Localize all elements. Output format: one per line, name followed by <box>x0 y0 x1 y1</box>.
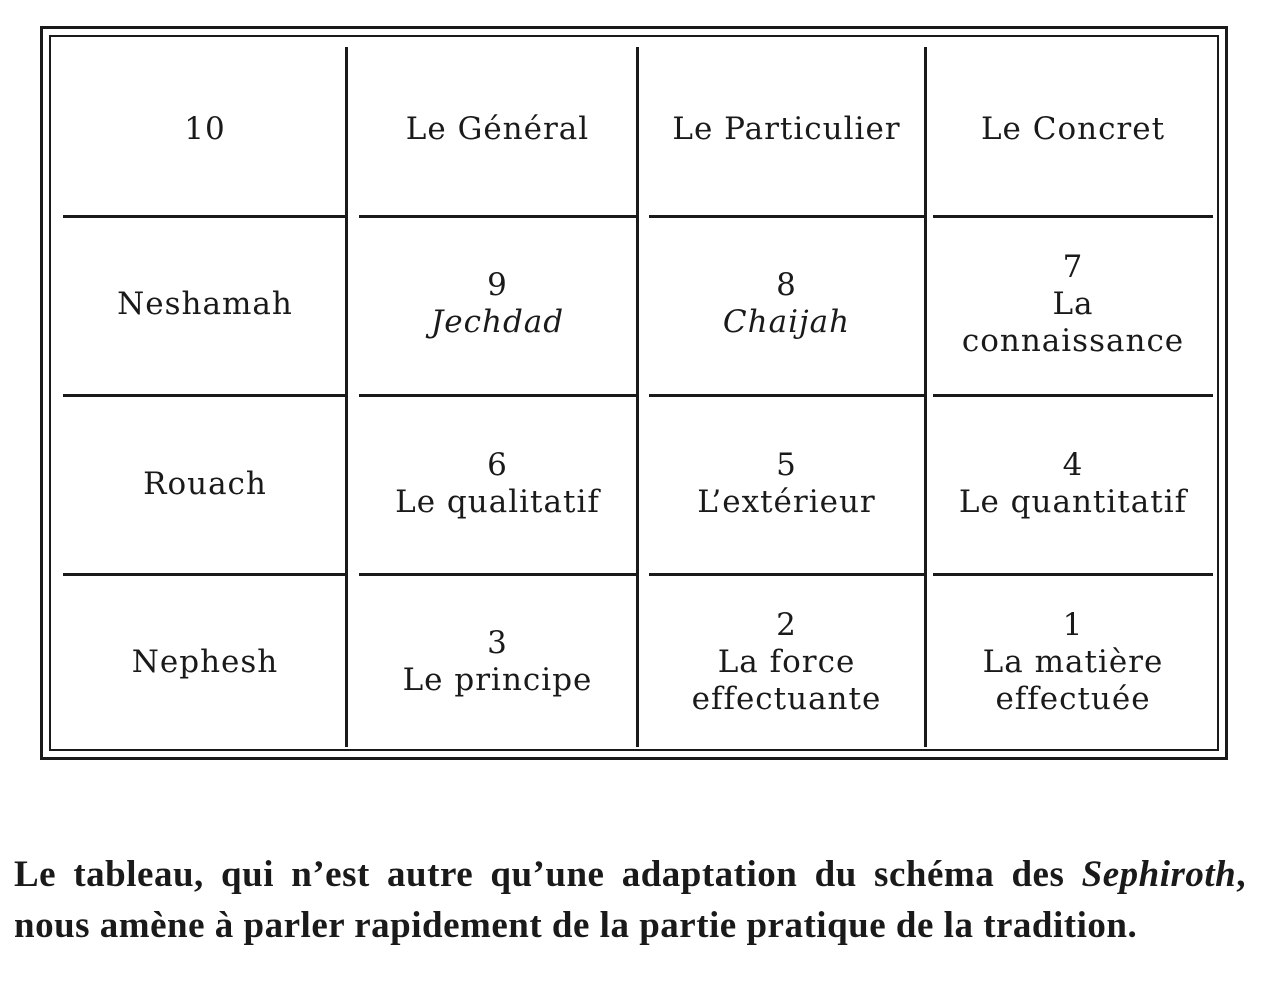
column-divider <box>924 47 927 747</box>
cell-number: 9 <box>487 267 508 303</box>
header-cell-concret <box>933 69 1213 189</box>
cell-number: 1 <box>1062 606 1084 643</box>
cell-number: 8 <box>776 267 797 303</box>
cell-number: 7 <box>1062 248 1084 285</box>
table-cell <box>933 229 1213 379</box>
cell-text-line2: effectuante <box>691 680 882 717</box>
cell-number: 5 <box>776 447 797 483</box>
row-divider <box>933 394 1213 397</box>
cell-text: L’extérieur <box>697 484 876 520</box>
table-cell <box>933 587 1213 737</box>
paragraph-text-start: Le tableau, qui n’est autre qu’une adaptation du schéma des <box>14 854 1065 895</box>
cell-text: La force <box>717 643 856 680</box>
row-divider <box>359 394 636 397</box>
header-cell-general <box>359 69 636 189</box>
row-label-cell <box>63 587 347 737</box>
cell-text: La matière <box>982 643 1164 680</box>
row-label: Neshamah <box>117 285 293 322</box>
cell-text: La <box>1052 285 1094 322</box>
paragraph-text-end: , nous amène à parler rapidement de la partie pratique de la tradition. <box>14 854 1246 946</box>
row-divider <box>933 573 1213 576</box>
table-cell <box>649 409 924 559</box>
row-divider <box>649 215 924 218</box>
row-label: Rouach <box>143 465 267 502</box>
row-divider <box>63 394 347 397</box>
header-cell-particulier <box>649 69 924 189</box>
cell-text: Jechdad <box>430 304 565 340</box>
row-divider <box>649 573 924 576</box>
cell-number: 2 <box>776 606 797 643</box>
cell-text-line2: connaissance <box>961 322 1185 359</box>
row-divider <box>649 394 924 397</box>
table-cell <box>649 229 924 379</box>
cell-text: Le qualitatif <box>395 484 600 520</box>
header-label: Le Concret <box>980 110 1166 147</box>
body-paragraph <box>14 849 1246 951</box>
cell-number: 3 <box>487 625 508 661</box>
row-divider <box>933 215 1213 218</box>
cell-text-line2: effectuée <box>995 680 1151 717</box>
table-cell <box>649 587 924 737</box>
paragraph-italic-term: Sephiroth <box>1081 854 1237 895</box>
row-divider <box>63 215 347 218</box>
table-cell <box>359 587 636 737</box>
cell-number: 4 <box>1062 447 1084 483</box>
header-corner-number: 10 <box>184 110 226 147</box>
table-cell <box>933 409 1213 559</box>
row-label: Nephesh <box>131 643 279 680</box>
table-cell <box>359 409 636 559</box>
row-divider <box>359 573 636 576</box>
cell-text: Le quantitatif <box>958 484 1188 520</box>
header-label: Le Général <box>405 110 590 147</box>
cell-text: Le principe <box>402 662 593 698</box>
header-label: Le Particulier <box>672 110 901 147</box>
cell-text: Chaijah <box>722 304 851 340</box>
row-label-cell <box>63 409 347 559</box>
row-divider <box>63 573 347 576</box>
cell-number: 6 <box>487 447 508 483</box>
sephiroth-table <box>40 26 1228 760</box>
column-divider <box>636 47 639 747</box>
header-corner-cell <box>63 69 347 189</box>
table-cell <box>359 229 636 379</box>
row-label-cell <box>63 229 347 379</box>
row-divider <box>359 215 636 218</box>
